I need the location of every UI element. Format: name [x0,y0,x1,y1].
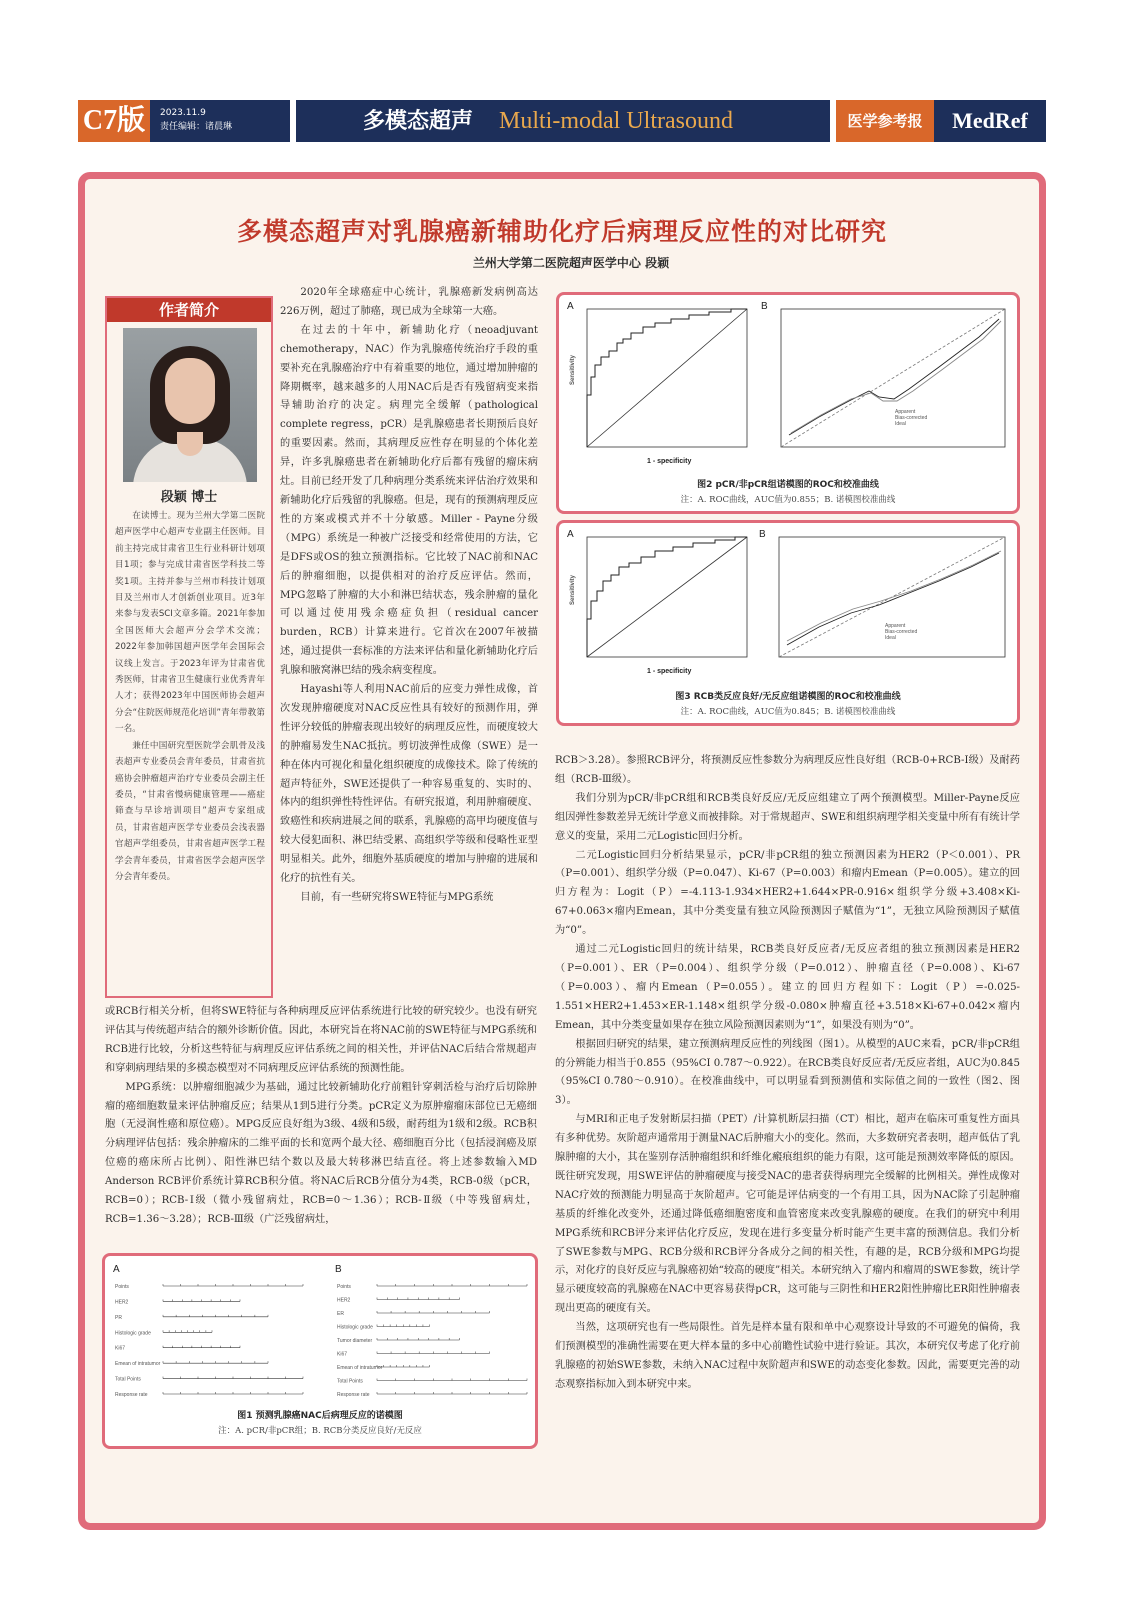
legend-entry: Apparent [885,623,906,629]
panel-label: B [335,1264,342,1275]
nomogram-row-label: Response rate [337,1392,370,1398]
section-tag: C7版 [78,100,150,142]
figure-1-note: 注：A. pCR/非pCR组；B. RCB分类反应良好/无反应 [218,1426,422,1436]
author-photo [123,328,257,482]
calibration-legend [895,409,927,427]
body-paragraph: MPG系统：以肿瘤细胞减少为基础，通过比较新辅助化疗前粗针穿刺活检与治疗后切除肿瘤的癌细胞数量来评估肿瘤反应；结果从1到5进行分类。pCR定义为原肿瘤瘤床部位已无癌细胞（无浸润性癌和原位癌）。MPG反应良好组为3级、4级和5级，耐药组为1级和2级。RCB积分病理评估包括：残余肿瘤床的二维平面的长和宽两个最大径、癌细胞百分比（包括浸润癌及原位癌的癌床所占比例）、阳性淋巴结个数以及最大转移淋巴结直径。将上述参数输入MD Anderson RCB评价系统计算RCB积分值。将NAC后RCB分值分为4类，RCB-0级（pCR，RCB=0）；RCB-Ⅰ级（微小残留病灶，RCB=0～1.36）；RCB-Ⅱ级（中等残留病灶，RCB=1.36～3.28）；RCB-Ⅲ级（广泛残留病灶， [105,1081,537,1225]
body-paragraph: 根据回归研究的结果，建立预测病理反应性的列线图（图1）。从模型的AUC来看，pCR/非pCR组的分辨能力相当于0.855（95%CI 0.787～0.922）。在RCB类良好反应者/无反应者组，AUC为0.845（95%CI 0.780～0.910）。在校准曲线中，可以明显看到预测值和实际值之间的一致性（图2、图3）。 [555,1038,1020,1107]
panel-label: A [113,1264,120,1275]
author-profile-box [105,296,273,998]
figure-3 [556,520,1020,726]
x-axis-label: 1 - specificity [647,458,692,465]
issue-editor: 责任编辑：诸晨琳 [160,122,233,132]
column-title-cn: 多模态超声 [363,108,474,134]
panel-label: A [567,529,574,540]
ideal-line [781,309,1005,447]
body-paragraph: 我们分别为pCR/非pCR组和RCB类良好反应/无反应组建立了两个预测模型。Miller-Payne反应组因弹性参数差异无统计学意义而被排除。对于常规超声、SWE和组织病理学相关变量中所有有统计学意义的变量，采用二元Logistic回归分析。 [555,792,1020,842]
calibration-legend [885,623,917,641]
nomogram-row-label: Ki67 [115,1345,126,1352]
nomogram-row-label: Ki67 [337,1351,348,1358]
body-column-1 [280,284,538,908]
x-axis-label: 1 - specificity [647,668,692,675]
figure-3-note: 注：A. ROC曲线，AUC值为0.845；B. 诺模图校准曲线 [680,707,896,717]
nomogram-row-label: Total Points [115,1376,141,1383]
figure-2-plots [559,295,1017,475]
body-paragraph: 与MRI和正电子发射断层扫描（PET）/计算机断层扫描（CT）相比，超声在临床可重复性方面具有多种优势。灰阶超声通常用于测量NAC后肿瘤大小的变化。然而，大多数研究者表明，超声低估了乳腺肿瘤的大小，其在鉴别存活肿瘤组织和纤维化瘢痕组织的能力有限，这可能是预测效率降低的原因。既往研究发现，用SWE评估的肿瘤硬度与接受NAC的患者获得病理完全缓解的比例相关。弹性成像对NAC疗效的预测能力明显高于灰阶超声。它可能是评估病变的一个有用工具，因为NAC除了引起肿瘤基质的纤维化改变外，还通过降低癌细胞密度和血管密度来改变乳腺癌的硬度。在我们的研究中利用MPG系统和RCB评分来评估化疗反应，发现在进行多变量分析时能产生更丰富的预测信息。我们分析了SWE参数与MPG、RCB分级和RCB评分各成分之间的相关性，有趣的是，RCB分级和MPG均提示，对化疗的良好反应与乳腺癌初始“较高的硬度”相关。本研究纳入了瘤内和瘤周的SWE参数，统计学显示硬度较高的乳腺癌在NAC中更容易获得pCR，这可能与三阴性和HER2阳性肿瘤比ER阳性肿瘤表现出更高的硬度有关。 [555,1114,1020,1315]
roc-diagonal [587,537,747,657]
body-paragraph: 当然，这项研究也有一些局限性。首先是样本量有限和单中心观察设计导致的不可避免的偏倚，我们预测模型的准确性需要在更大样本量的多中心前瞻性试验中进行验证。其次，本研究仅考虑了化疗前乳腺癌的初始SWE参数，未纳入NAC过程中灰阶超声和SWE的动态变化参数。因此，需要更完善的动态观察指标加入到本研究中来。 [555,1322,1020,1390]
nomogram-row-label: Tumor diameter [337,1338,373,1344]
legend-entry: Bias-corrected [895,415,928,421]
panel-label: A [567,301,574,312]
roc-diagonal [587,309,747,447]
figure-2 [556,292,1020,514]
body-paragraph: 2020年全球癌症中心统计，乳腺癌新发病例高达226万例，超过了肺癌，现已成为全球第一大癌。 [280,287,538,317]
body-paragraph: 二元Logistic回归分析结果显示，pCR/非pCR组的独立预测因素为HER2（P＜0.001）、PR（P=0.001）、组织学分级（P=0.047）、Ki-67（P=0.003）和瘤内Emean（P=0.005）。建立的回归方程为：Logit（P）=-4.113-1.934×HER2+1.644×PR-0.916×组织学分级+3.408×Ki-67+0.063×瘤内Emean，其中分类变量有独立风险预测因子赋值为“1”，无独立风险预测因子赋值为“0”。 [555,849,1020,937]
y-axis-label: Sensitivity [570,574,576,605]
legend-entry: Ideal [885,635,896,641]
masthead-bar [78,100,1046,142]
issue-meta [160,106,232,134]
body-paragraph: 通过二元Logistic回归的统计结果，RCB类良好反应者/无反应者组的独立预测因素是HER2（P=0.001）、ER（P=0.004）、组织学分级（P=0.012）、肿瘤直径（P=0.008）、Ki-67（P=0.003）、瘤内Emean（P=0.055）。建立的回归方程如下：Logit（P）=-0.025-1.551×HER2+1.453×ER-1.148×组织学分级-0.080×肿瘤直径+3.518×Ki-67+0.042×瘤内Emean，其中分类变量如果存在独立风险预测因素则为“1”，如果没有则为“0”。 [555,944,1020,1031]
author-name: 段颖 博士 [160,490,218,505]
nomogram-row-label: Emean of intratumor [115,1361,161,1368]
nomogram-row-label: Response rate [115,1392,148,1398]
legend-entry: Apparent [895,409,916,415]
body-column-3 [555,752,1020,1395]
nomogram-row-label: PR [115,1314,122,1321]
body-paragraph: 在过去的十年中，新辅助化疗（neoadjuvant chemotherapy，NAC）作为乳腺癌传统治疗手段的重要补充在乳腺癌治疗中有着重要的地位，通过增加肿瘤的降期概率，越来越多的人用NAC后是否有残留病变来指导辅助治疗的决定。病理完全缓解（pathological complete regress，pCR）是乳腺癌患者长期预后良好的重要因素。然而，其病理反应性存在明显的个体化差异，许多乳腺癌患者在新辅助化疗后都有残留的瘤床病灶。目前已经开发了几种病理分类系统来评估治疗效果和新辅助化疗后残留的乳腺癌。但是，现有的预测病理反应性的方案或模式并不十分敏感。Miller - Payne分级（MPG）系统是一种被广泛接受和经常使用的方法，它是DFS或OS的独立预测指标。它比较了NAC前和NAC后的肿瘤细胞，以提供相对的治疗反应评估。然而，MPG忽略了肿瘤的大小和淋巴结状态，残余肿瘤的量化可以通过使用残余癌症负担（residual cancer burden，RCB）计算来进行。它首次在2007年被描述，通过提供一套标准的方法来评估和量化新辅助化疗后乳腺和腋窝淋巴结的残余病变程度。 [280,324,538,677]
article-title: 多模态超声对乳腺癌新辅助化疗后病理反应性的对比研究 [236,217,887,246]
body-paragraph: Hayashi等人利用NAC前后的应变力弹性成像，首次发现肿瘤硬度对NAC反应性具有较好的预测作用，弹性评分较低的肿瘤表现出较好的病理反应性，而硬度较大的肿瘤易发生NAC抵抗。剪切波弹性成像（SWE）是一种在体内可视化和量化组织硬度的成像技术。除了传统的超声特征外，SWE还提供了一种容易重复的、实时的、体内的组织弹性特性评估。有研究报道，利用肿瘤硬度、致癌性和疾病进展之间的联系，乳腺癌的高甲均硬度值与较大侵犯面积、淋巴结受累、高组织学等级和侵略性亚型明显相关。此外，细胞外基质硬度的增加与肿瘤的进展和化疗的抗性有关。 [280,684,538,885]
nomogram-row-label: ER [337,1311,344,1317]
nomogram-row-label: HER2 [337,1297,351,1304]
body-column-wide [105,1003,537,1230]
article-byline: 兰州大学第二医院超声医学中心 段颖 [472,256,670,270]
author-heading: 作者简介 [107,298,271,322]
nomogram-row-label: HER2 [115,1299,129,1306]
brand-en: MedRef [952,108,1028,133]
author-bio-paragraph: 兼任中国研究型医院学会肌骨及浅表超声专业委员会青年委员，甘肃省抗癌协会肿瘤超声治疗专业委员会副主任委员，“甘肃省慢病健康管理——癌症筛查与早诊培训项目”超声专家组成员，甘肃省超声医学专业委员会浅表器官超声学组委员，甘肃省超声医学工程学会青年委员，甘肃省医学会超声医学分会青年委员。 [115,740,265,882]
column-title-en: Multi-modal Ultrasound [499,108,733,134]
nomogram-row-label: Points [115,1284,129,1290]
figure-2-caption: 图2 pCR/非pCR组诺模图的ROC和校准曲线 [697,480,879,490]
nomogram-row-label: Histologic grade [337,1324,373,1331]
nomogram-row-label: Emean of intratumor [337,1365,383,1371]
legend-entry: Ideal [895,421,906,427]
panel-label: B [759,529,766,540]
figure-3-plots [559,523,1017,685]
figure-2-note: 注：A. ROC曲线，AUC值为0.855；B. 诺模图校准曲线 [680,495,896,505]
author-bio [115,508,265,885]
nomogram-b [337,1284,527,1398]
body-paragraph: 目前，有一些研究将SWE特征与MPG系统 [300,892,494,903]
body-paragraph: 或RCB行相关分析，但将SWE特征与各种病理反应评估系统进行比较的研究较少。也没有研究评估其与传统超声结合的额外诊断价值。因此，本研究旨在将NAC前的SWE特征与MPG系统和RCB进行比较，分析这些特征与病理反应评估系统之间的相关性，并评估NAC后结合常规超声和穿刺病理结果的多模态模型对不同病理反应评估系统的预测性能。 [105,1006,537,1074]
body-paragraph: RCB＞3.28）。参照RCB评分，将预测反应性参数分为病理反应性良好组（RCB-0+RCB-Ⅰ级）及耐药组（RCB-Ⅲ级）。 [555,755,1020,785]
panel-label: B [761,301,768,312]
figure-1-plots [105,1256,535,1406]
y-axis-label: Sensitivity [570,354,576,385]
figure-1-caption: 图1 预测乳腺癌NAC后病理反应的诺模图 [237,1411,403,1421]
figure-1 [102,1253,538,1449]
nomogram-a [115,1284,303,1398]
nomogram-row-label: Points [337,1284,351,1290]
nomogram-row-label: Histologic grade [115,1330,151,1337]
brand-cn: 医学参考报 [836,100,934,142]
nomogram-row-label: Total Points [337,1378,363,1385]
masthead-divider [290,100,296,142]
issue-date: 2023.11.9 [160,108,206,118]
legend-entry: Bias-corrected [885,629,918,635]
figure-3-caption: 图3 RCB类反应良好/无反应组诺模图的ROC和校准曲线 [675,692,901,702]
author-bio-paragraph: 在读博士。现为兰州大学第二医院超声医学中心超声专业副主任医师。目前主持完成甘肃省卫生行业科研计划项目1项；参与完成甘肃省医学科技二等奖1项。主持并参与兰州市科技计划项目及兰州市人才创新创业项目。近3年来参与发表SCI文章多篇。2021年参加全国医师大会超声分会学术交流；2022年参加韩国超声医学年会国际会议线上发言。于2023年评为甘肃省优秀医师，甘肃省卫生健康行业优秀青年人才；获得2023年中国医师协会超声分会“住院医师规范化培训”青年带教第一名。 [115,511,265,735]
